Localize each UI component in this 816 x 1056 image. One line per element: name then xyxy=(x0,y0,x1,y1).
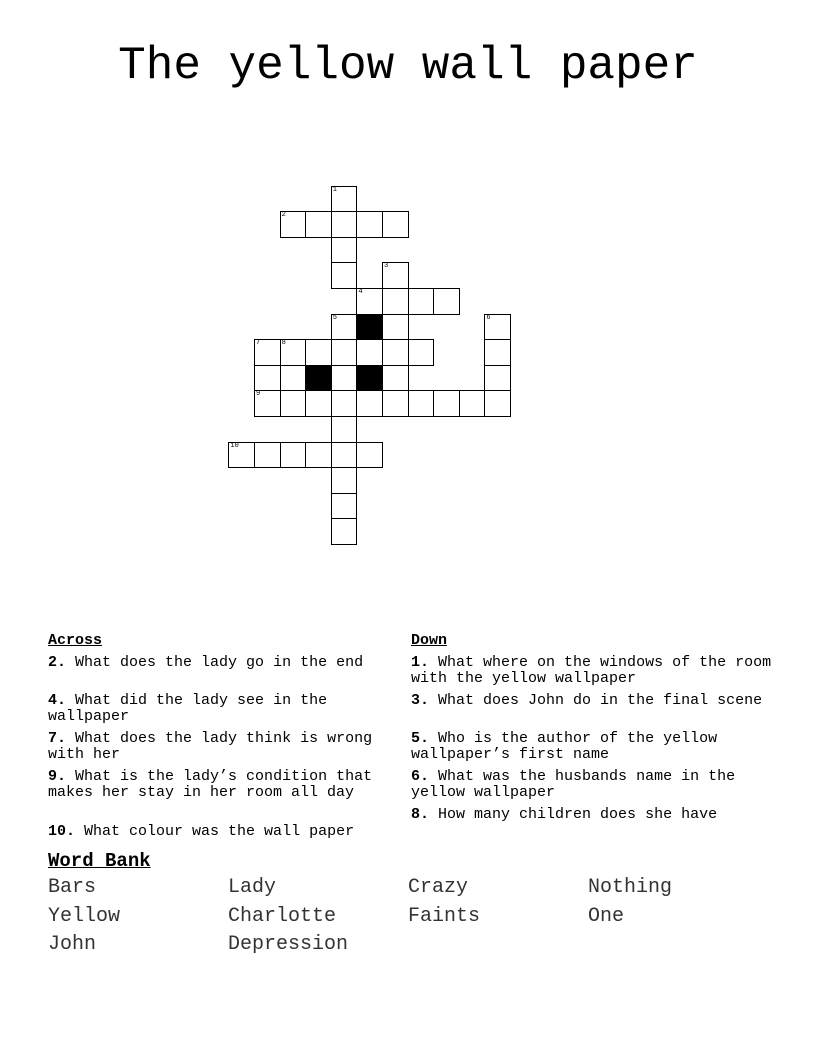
crossword-cell[interactable] xyxy=(382,365,409,392)
crossword-cell[interactable] xyxy=(331,493,358,520)
crossword-black-cell xyxy=(356,314,383,341)
clue-text: What colour was the wall paper xyxy=(84,823,355,840)
clue-number: 2. xyxy=(48,654,67,671)
word-bank-word: Lady xyxy=(228,876,277,899)
crossword-cell[interactable] xyxy=(433,288,460,315)
crossword-cell[interactable] xyxy=(305,339,332,366)
word-bank-word: Nothing xyxy=(588,876,673,899)
clue-text: What is the lady’s condition that makes her stay in her room all day xyxy=(48,768,382,801)
crossword-cell[interactable] xyxy=(408,390,435,417)
clue-number: 10. xyxy=(48,823,76,840)
word-bank-word: John xyxy=(48,933,97,956)
crossword-cell[interactable] xyxy=(382,314,409,341)
clue-number-label: 7 xyxy=(256,339,261,348)
word-bank-word: Crazy xyxy=(408,876,469,899)
clue-text: What where on the windows of the room with the yellow wallpaper xyxy=(411,654,781,687)
across-clue xyxy=(48,655,388,671)
word-bank-word: Yellow xyxy=(48,905,121,928)
word-bank-word: Bars xyxy=(48,876,97,899)
crossword-cell[interactable] xyxy=(484,339,511,366)
crossword-black-cell xyxy=(305,365,332,392)
crossword-cell[interactable] xyxy=(331,390,358,417)
crossword-cell[interactable] xyxy=(408,339,435,366)
crossword-cell[interactable] xyxy=(305,442,332,469)
crossword-cell[interactable] xyxy=(356,211,383,238)
crossword-cell[interactable] xyxy=(331,442,358,469)
crossword-cell[interactable] xyxy=(459,390,486,417)
clue-text: Who is the author of the yellow wallpaper’s first name xyxy=(411,730,727,763)
clue-number-label: 9 xyxy=(256,390,261,399)
crossword-cell[interactable] xyxy=(356,339,383,366)
word-bank-word: Charlotte xyxy=(228,905,337,928)
across-clue xyxy=(48,693,388,725)
crossword-cell[interactable] xyxy=(484,365,511,392)
down-clue xyxy=(411,769,781,801)
crossword-cell[interactable] xyxy=(484,390,511,417)
clue-number-label: 4 xyxy=(358,288,363,296)
crossword-cell[interactable] xyxy=(331,467,358,494)
clue-number-label: 3 xyxy=(384,262,389,271)
word-bank-word: Depression xyxy=(228,933,349,956)
across-heading: Across xyxy=(48,632,103,649)
crossword-cell[interactable] xyxy=(356,288,383,315)
crossword-cell[interactable] xyxy=(331,416,358,443)
clue-number: 6. xyxy=(411,768,430,785)
clue-text: What was the husbands name in the yellow wallpaper xyxy=(411,768,745,801)
crossword-cell[interactable] xyxy=(382,211,409,238)
crossword-cell[interactable] xyxy=(254,442,281,469)
crossword-cell[interactable] xyxy=(408,288,435,315)
crossword-cell[interactable] xyxy=(280,442,307,469)
crossword-cell[interactable] xyxy=(484,314,511,341)
down-clue xyxy=(411,655,781,687)
clue-number: 9. xyxy=(48,768,67,785)
crossword-cell[interactable] xyxy=(331,262,358,289)
crossword-cell[interactable] xyxy=(331,518,358,545)
crossword-cell[interactable] xyxy=(254,365,281,392)
crossword-cell[interactable] xyxy=(356,390,383,417)
page-title: The yellow wall paper xyxy=(118,40,698,92)
crossword-cell[interactable] xyxy=(382,390,409,417)
crossword-cell[interactable] xyxy=(331,211,358,238)
crossword-cell[interactable] xyxy=(280,339,307,366)
word-bank-title: Word Bank xyxy=(48,850,151,872)
clue-text: What did the lady see in the wallpaper xyxy=(48,692,337,725)
crossword-cell[interactable] xyxy=(280,211,307,238)
clue-number-label: 8 xyxy=(281,339,286,348)
crossword-cell[interactable] xyxy=(254,390,281,417)
clue-number-label: 1 xyxy=(332,185,337,194)
crossword-cell[interactable] xyxy=(305,390,332,417)
crossword-cell[interactable] xyxy=(382,262,409,289)
crossword-cell[interactable] xyxy=(356,442,383,469)
crossword-cell[interactable] xyxy=(331,186,358,213)
crossword-cell[interactable] xyxy=(331,237,358,264)
clue-text: What does the lady go in the end xyxy=(75,654,364,671)
crossword-cell[interactable] xyxy=(305,211,332,238)
crossword-cell[interactable] xyxy=(382,288,409,315)
down-clue xyxy=(411,693,781,709)
clue-number: 5. xyxy=(411,730,430,747)
clue-number-label: 6 xyxy=(486,313,491,322)
across-clue xyxy=(48,769,388,801)
clue-number-label: 5 xyxy=(332,313,337,322)
down-clue xyxy=(411,807,781,823)
crossword-black-cell xyxy=(356,365,383,392)
clue-number-label: 2 xyxy=(281,211,286,220)
down-clue xyxy=(411,731,781,763)
clue-number: 7. xyxy=(48,730,67,747)
down-heading: Down xyxy=(411,632,448,649)
word-bank-word: Faints xyxy=(408,905,481,928)
clue-text: What does the lady think is wrong with her xyxy=(48,730,382,763)
clue-number: 3. xyxy=(411,692,430,709)
crossword-cell[interactable] xyxy=(254,339,281,366)
crossword-cell[interactable] xyxy=(280,390,307,417)
crossword-cell[interactable] xyxy=(228,442,255,469)
crossword-cell[interactable] xyxy=(433,390,460,417)
crossword-cell[interactable] xyxy=(382,339,409,366)
clue-number: 4. xyxy=(48,692,67,709)
crossword-cell[interactable] xyxy=(331,365,358,392)
crossword-cell[interactable] xyxy=(331,339,358,366)
clue-number-label: 10 xyxy=(230,441,239,450)
word-bank-word: One xyxy=(588,905,625,928)
across-clue xyxy=(48,824,428,840)
clue-text: How many children does she have xyxy=(438,806,718,823)
across-clue xyxy=(48,731,388,763)
clue-number: 1. xyxy=(411,654,430,671)
crossword-cell[interactable] xyxy=(280,365,307,392)
clue-text: What does John do in the final scene xyxy=(438,692,763,709)
crossword-cell[interactable] xyxy=(331,314,358,341)
clue-number: 8. xyxy=(411,806,430,823)
